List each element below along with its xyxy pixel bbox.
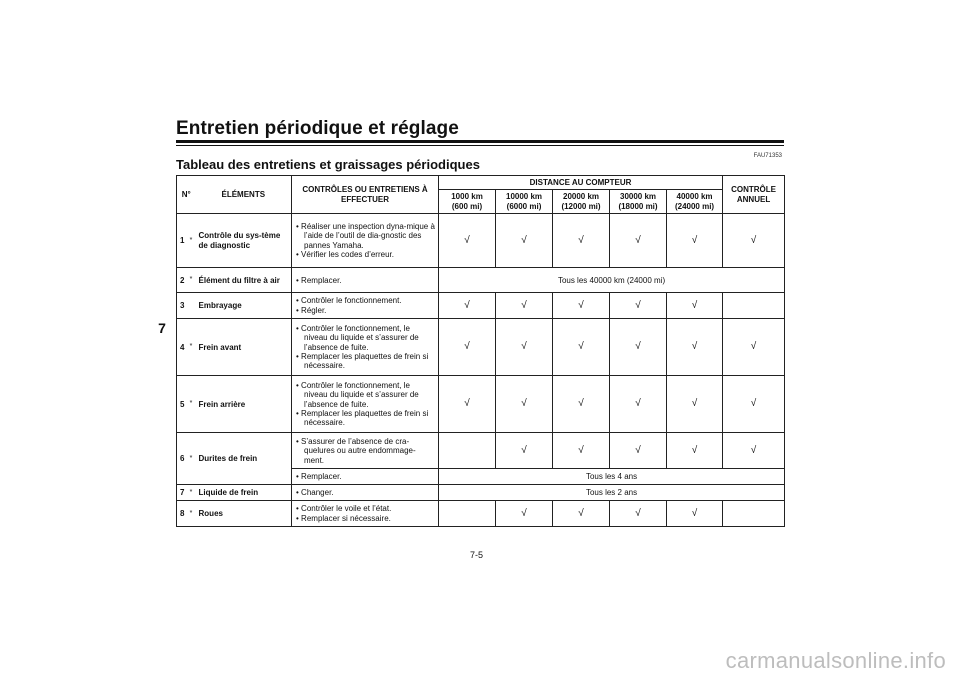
- action-line: • Vérifier les codes d’erreur.: [296, 250, 394, 260]
- star-mark: *: [187, 485, 196, 501]
- check-mark: √: [496, 433, 553, 469]
- action-line: • Remplacer si nécessaire.: [296, 513, 391, 523]
- action-line: • Contrôler le fonctionnement, le niveau du liquide et s’assurer de l’absence de fuite.: [296, 323, 419, 352]
- check-mark: √: [496, 214, 553, 268]
- check-mark: √: [723, 319, 785, 376]
- star-mark: *: [187, 376, 196, 433]
- action-line: • Remplacer.: [296, 472, 342, 482]
- row-number: 7: [177, 485, 187, 501]
- table-row: [177, 268, 785, 293]
- check-mark: √: [667, 214, 723, 268]
- action-line: • Remplacer les plaquettes de frein si nécessaire.: [296, 352, 429, 371]
- check-mark: √: [667, 501, 723, 527]
- row-item: Élément du filtre à air: [196, 268, 292, 293]
- check-mark: √: [553, 501, 610, 527]
- row-number: 5: [177, 376, 187, 433]
- header-checks: CONTRÔLES OU ENTRETIENS À EFFECTUER: [292, 176, 439, 214]
- action-line: • Contrôler le fonctionnement, le niveau du liquide et s’assurer de l’absence de fuite.: [296, 380, 419, 409]
- table-row: [177, 433, 785, 469]
- row-item: Frein avant: [196, 319, 292, 376]
- check-mark: √: [610, 293, 667, 319]
- header-km-4: 30000 km (18000 mi): [610, 190, 667, 214]
- row-item: Roues: [196, 501, 292, 527]
- action-line: • Réaliser une inspection dyna-mique à l’aide de l’outil de dia-gnostic des pannes Yamaha.: [296, 221, 435, 250]
- row-actions: [292, 376, 439, 433]
- header-items: ÉLÉMENTS: [196, 176, 292, 214]
- check-mark: √: [553, 214, 610, 268]
- check-mark: √: [496, 293, 553, 319]
- page-number: 7-5: [470, 550, 484, 560]
- check-mark: √: [439, 293, 496, 319]
- check-mark: √: [667, 319, 723, 376]
- page-title: Entretien périodique et réglage: [176, 118, 459, 139]
- header-km-1: 1000 km (600 mi): [439, 190, 496, 214]
- check-empty: [439, 433, 496, 469]
- check-mark: √: [610, 501, 667, 527]
- row-item: Embrayage: [196, 293, 292, 319]
- row-number: 3: [177, 293, 187, 319]
- check-mark: √: [667, 433, 723, 469]
- table-row: [177, 214, 785, 268]
- title-rule-thin: [176, 145, 784, 146]
- action-line: • Changer.: [296, 488, 334, 498]
- header-km-3: 20000 km (12000 mi): [553, 190, 610, 214]
- row-actions: [292, 319, 439, 376]
- check-mark: √: [610, 433, 667, 469]
- row-actions: [292, 469, 439, 485]
- check-mark: √: [553, 376, 610, 433]
- check-empty: [723, 293, 785, 319]
- action-line: • Remplacer les plaquettes de frein si nécessaire.: [296, 409, 429, 428]
- table-row: [177, 485, 785, 501]
- check-mark: √: [610, 319, 667, 376]
- row-number: 6: [177, 433, 187, 485]
- star-mark: *: [187, 433, 196, 485]
- reference-code: FAU71353: [753, 153, 782, 159]
- check-mark: √: [610, 214, 667, 268]
- table-row: [177, 319, 785, 376]
- header-distance: DISTANCE AU COMPTEUR: [439, 176, 723, 190]
- row-actions: [292, 501, 439, 527]
- check-mark: √: [496, 376, 553, 433]
- row-item: Liquide de frein: [196, 485, 292, 501]
- check-mark: √: [496, 319, 553, 376]
- row-actions: [292, 293, 439, 319]
- check-mark: √: [667, 293, 723, 319]
- header-row-1: [177, 176, 785, 190]
- row-number: 8: [177, 501, 187, 527]
- check-mark: √: [439, 214, 496, 268]
- row-item: Contrôle du sys-tème de diagnostic: [196, 214, 292, 268]
- row-actions: [292, 268, 439, 293]
- table-row: [177, 376, 785, 433]
- interval-text: Tous les 2 ans: [439, 485, 785, 501]
- table-row: [177, 501, 785, 527]
- row-actions: [292, 485, 439, 501]
- check-mark: √: [553, 293, 610, 319]
- table-row: [177, 293, 785, 319]
- star-mark-empty: [187, 293, 196, 319]
- action-line: • S’assurer de l’absence de cra-quelures ou autre endommage-ment.: [296, 436, 416, 465]
- check-mark: √: [723, 433, 785, 469]
- section-title: Tableau des entretiens et graissages périodiques: [176, 157, 480, 172]
- check-mark: √: [667, 376, 723, 433]
- check-empty: [439, 501, 496, 527]
- check-mark: √: [496, 501, 553, 527]
- star-mark: *: [187, 319, 196, 376]
- check-empty: [723, 501, 785, 527]
- interval-text: Tous les 4 ans: [439, 469, 785, 485]
- watermark-logo: carmanualsonline.info: [725, 648, 946, 673]
- maintenance-table: [176, 175, 785, 527]
- check-mark: √: [723, 214, 785, 268]
- action-line: • Contrôler le fonctionnement.: [296, 296, 402, 306]
- title-rule: [176, 140, 784, 143]
- check-mark: √: [553, 319, 610, 376]
- check-mark: √: [610, 376, 667, 433]
- row-number: 1: [177, 214, 187, 268]
- chapter-tab: 7: [158, 320, 166, 336]
- check-mark: √: [439, 376, 496, 433]
- interval-text: Tous les 40000 km (24000 mi): [439, 268, 785, 293]
- header-km-5: 40000 km (24000 mi): [667, 190, 723, 214]
- row-number: 2: [177, 268, 187, 293]
- check-mark: √: [439, 319, 496, 376]
- action-line: • Remplacer.: [296, 275, 342, 285]
- header-km-2: 10000 km (6000 mi): [496, 190, 553, 214]
- header-annual: CONTRÔLE ANNUEL: [723, 176, 785, 214]
- action-line: • Contrôler le voile et l’état.: [296, 504, 392, 514]
- row-number: 4: [177, 319, 187, 376]
- header-num: N°: [177, 176, 196, 214]
- row-actions: [292, 214, 439, 268]
- check-mark: √: [723, 376, 785, 433]
- star-mark: *: [187, 501, 196, 527]
- row-item: Frein arrière: [196, 376, 292, 433]
- star-mark: *: [187, 268, 196, 293]
- check-mark: √: [553, 433, 610, 469]
- row-actions: [292, 433, 439, 469]
- action-line: • Régler.: [296, 305, 327, 315]
- star-mark: *: [187, 214, 196, 268]
- row-item: Durites de frein: [196, 433, 292, 485]
